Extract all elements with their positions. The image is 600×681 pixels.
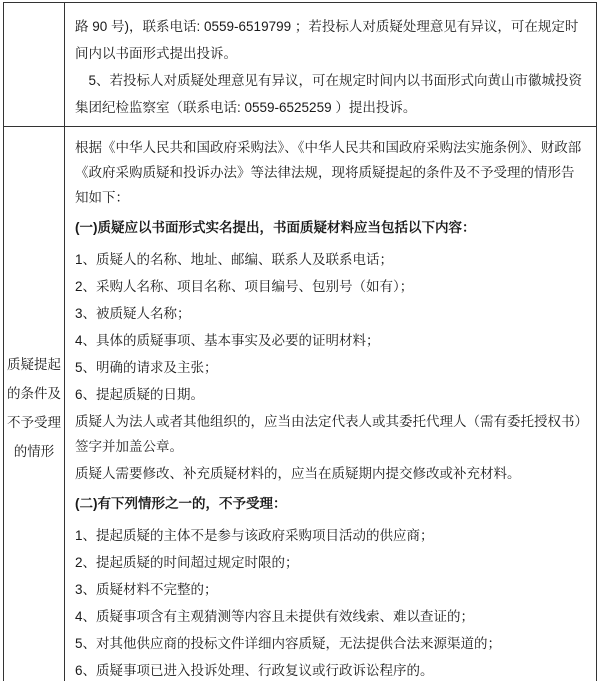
list-item: 3、质疑材料不完整的； [75, 582, 218, 597]
paragraph: 质疑人需要修改、补充质疑材料的，应当在质疑期内提交修改或补充材料。 [75, 466, 521, 481]
paragraph: 质疑人为法人或者其他组织的，应当由法定代表人或其委托代理人（需有委托授权书）签字并加盖公章。 [75, 414, 582, 454]
row-label-cell-empty [4, 3, 65, 127]
list-item: 1、质疑人的名称、地址、邮编、联系人及联系电话； [75, 252, 394, 267]
row-content-cell [65, 127, 597, 681]
list-item: 6、提起质疑的日期。 [75, 387, 205, 402]
paragraph: 路 90 号)，联系电话: 0559-6519799 ；若投标人对质疑处理意见有异议，可在规定时间内以书面形式提出投诉。 [75, 18, 579, 61]
paragraph: 根据《中华人民共和国政府采购法》、《中华人民共和国政府采购法实施条例》、财政部《政府采购质疑和投诉办法》等法律法规，现将质疑提起的条件及不予受理的情形告知如下： [75, 140, 582, 205]
document-table [3, 2, 597, 681]
table-row-conditions [4, 127, 597, 681]
list-item: 6、质疑事项已进入投诉处理、行政复议或行政诉讼程序的。 [75, 663, 434, 678]
section-heading: (一)质疑应以书面形式实名提出，书面质疑材料应当包括以下内容： [75, 220, 476, 235]
row-label: 质疑提起的条件及不予受理的情形 [7, 357, 61, 459]
list-item: 4、质疑事项含有主观猜测等内容且未提供有效线索、难以查证的； [75, 609, 475, 624]
list-item: 5、对其他供应商的投标文件详细内容质疑，无法提供合法来源渠道的； [75, 636, 502, 651]
list-item: 5、明确的请求及主张； [75, 360, 218, 375]
row-label-cell [4, 127, 65, 681]
list-item: 2、采购人名称、项目名称、项目编号、包别号（如有）； [75, 279, 414, 294]
row-content-cell [65, 3, 597, 127]
list-item: 2、提起质疑的时间超过规定时限的； [75, 555, 299, 570]
table-row-continuation [4, 3, 597, 127]
list-item: 4、具体的质疑事项、基本事实及必要的证明材料； [75, 333, 380, 348]
paragraph: 5、若投标人对质疑处理意见有异议，可在规定时间内以书面形式向黄山市徽城投资集团纪检监察室（联系电话: 0559-6525259 ）提出投诉。 [75, 72, 583, 115]
section-heading: (二)有下列情形之一的，不予受理： [75, 496, 287, 511]
list-item: 3、被质疑人名称； [75, 306, 191, 321]
list-item: 1、提起质疑的主体不是参与该政府采购项目活动的供应商； [75, 528, 434, 543]
